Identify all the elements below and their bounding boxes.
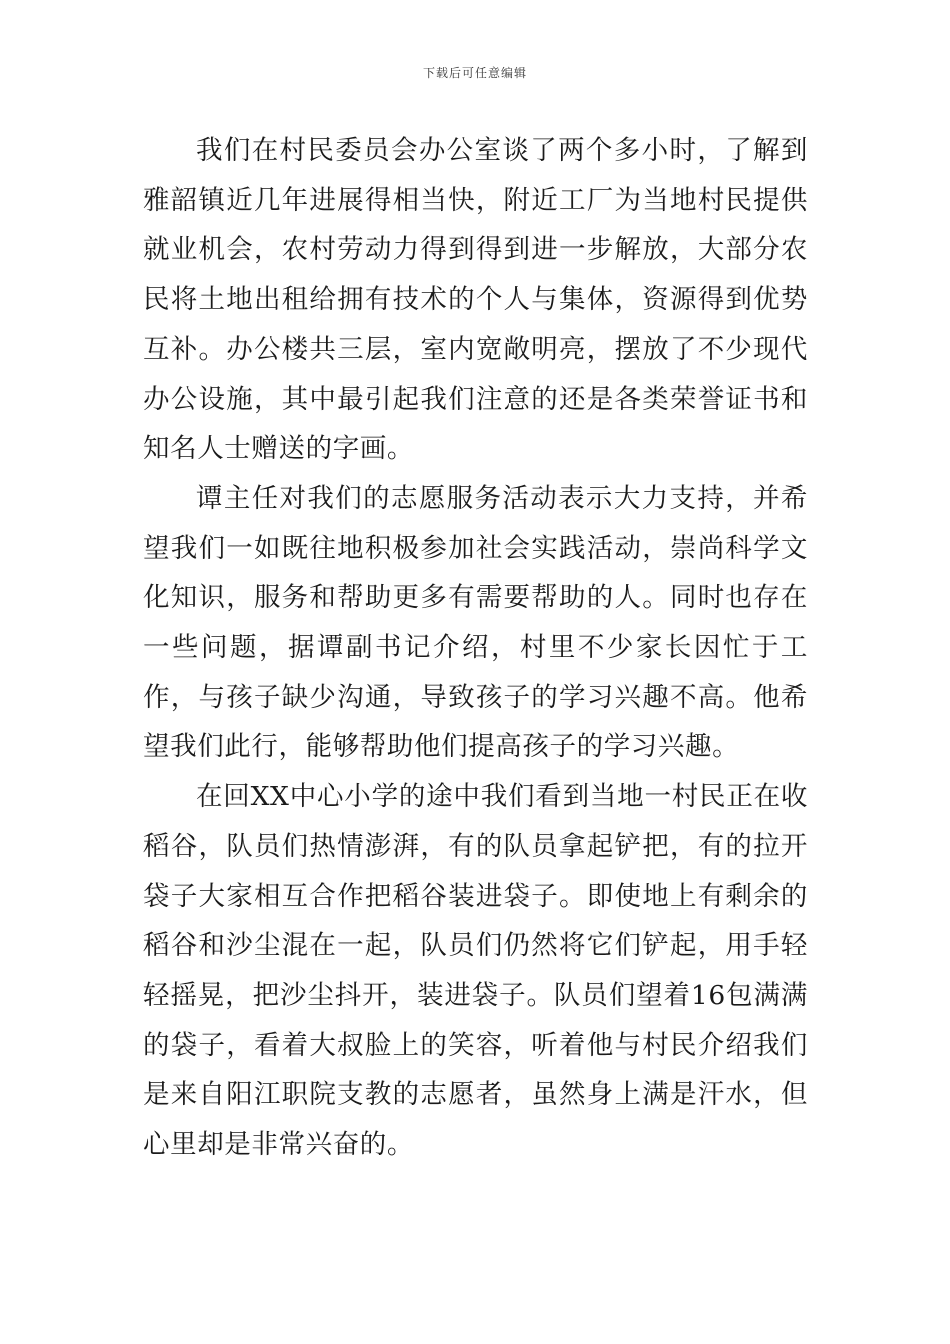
paragraph-3: 在回XX中心小学的途中我们看到当地一村民正在收稻谷，队员们热情澎湃，有的队员拿起铲把，有的拉开袋子大家相互合作把稻谷装进袋子。即使地上有剩余的稻谷和沙尘混在一起，队员们仍然将它们铲起，用手轻轻摇晃，把沙尘抖开，装进袋子。队员们望着16包满满的袋子，看着大叔脸上的笑容，听着他与村民介绍我们是来自阳江职院支教的志愿者，虽然身上满是汗水，但心里却是非常兴奋的。 xyxy=(143,781,808,1161)
paragraph-2: 谭主任对我们的志愿服务活动表示大力支持，并希望我们一如既往地积极参加社会实践活动，崇尚科学文化知识，服务和帮助更多有需要帮助的人。同时也存在一些问题，据谭副书记介绍，村里不少家长因忙于工作，与孩子缺少沟通，导致孩子的学习兴趣不高。他希望我们此行，能够帮助他们提高孩子的学习兴趣。 xyxy=(143,482,808,763)
document-body xyxy=(143,126,808,1170)
paragraph-1: 我们在村民委员会办公室谈了两个多小时，了解到雅韶镇近几年进展得相当快，附近工厂为当地村民提供就业机会，农村劳动力得到得到进一步解放，大部分农民将土地出租给拥有技术的个人与集体，资源得到优势互补。办公楼共三层，室内宽敞明亮，摆放了不少现代办公设施，其中最引起我们注意的还是各类荣誉证书和知名人士赠送的字画。 xyxy=(143,135,808,465)
header-note: 下载后可任意编辑 xyxy=(422,66,527,80)
